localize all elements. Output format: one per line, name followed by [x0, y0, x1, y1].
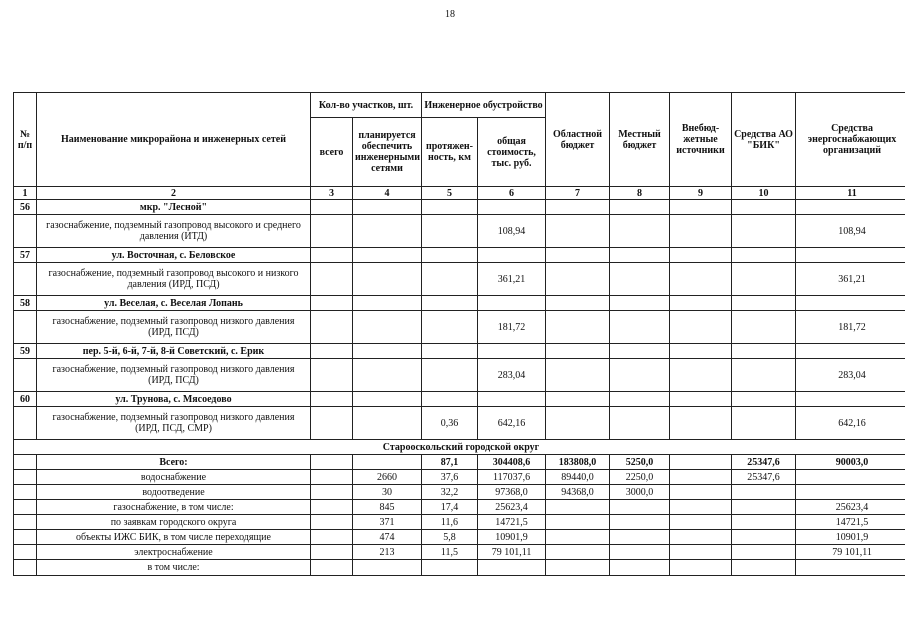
header-extrabudget: Внебюд-жетные источники: [670, 93, 732, 187]
section-title: пер. 5-й, 6-й, 7-й, 8-й Советский, с. Ерик: [37, 344, 311, 359]
energy-cell: [796, 470, 905, 485]
empty-cell: [311, 248, 353, 263]
extrabudget-cell: [670, 359, 732, 392]
extrabudget-cell: [670, 455, 732, 470]
energy-cell: 90003,0: [796, 455, 905, 470]
length-cell: [422, 215, 478, 248]
empty-cell: [311, 200, 353, 215]
header-plots-group: Кол-во участков, шт.: [311, 93, 422, 118]
empty-cell: [14, 455, 37, 470]
page-number: 18: [445, 9, 455, 20]
extrabudget-cell: [670, 500, 732, 515]
empty-cell: [353, 248, 422, 263]
local-cell: [610, 560, 670, 576]
empty-cell: [670, 200, 732, 215]
energy-cell: 79 101,11: [796, 545, 905, 560]
section-title: ул. Веселая, с. Веселая Лопань: [37, 296, 311, 311]
empty-cell: [353, 200, 422, 215]
length-cell: 11,5: [422, 545, 478, 560]
cost-cell: 25623,4: [478, 500, 546, 515]
section-detail-row: [14, 263, 905, 296]
local-cell: [610, 545, 670, 560]
district-title-row: [14, 440, 905, 455]
total-cell: [311, 470, 353, 485]
network-description: газоснабжение, подземный газопровод высокого и низкого давления (ИРД, ПСД): [37, 263, 311, 296]
cost-cell: 10901,9: [478, 530, 546, 545]
extrabudget-cell: [670, 545, 732, 560]
empty-cell: [796, 248, 905, 263]
section-detail-row: [14, 359, 905, 392]
energy-cell: 642,16: [796, 407, 905, 440]
header-planned: планируется обеспечить инженерными сетями: [353, 118, 422, 187]
section-title-row: [14, 248, 905, 263]
local-cell: [610, 359, 670, 392]
bik-cell: [732, 545, 796, 560]
summary-row: [14, 545, 905, 560]
empty-cell: [796, 296, 905, 311]
empty-cell: [546, 200, 610, 215]
planned-cell: [353, 359, 422, 392]
planned-cell: [353, 263, 422, 296]
summary-row: [14, 500, 905, 515]
energy-cell: 108,94: [796, 215, 905, 248]
cost-cell: 283,04: [478, 359, 546, 392]
header-total: всего: [311, 118, 353, 187]
header-row-1: [14, 93, 905, 118]
network-description: газоснабжение, подземный газопровод высокого и среднего давления (ИТД): [37, 215, 311, 248]
regional-cell: [546, 545, 610, 560]
length-cell: 32,2: [422, 485, 478, 500]
planned-cell: 2660: [353, 470, 422, 485]
empty-cell: [610, 248, 670, 263]
empty-cell: [610, 344, 670, 359]
extrabudget-cell: [670, 311, 732, 344]
cost-cell: [478, 560, 546, 576]
extrabudget-cell: [670, 530, 732, 545]
length-cell: 17,4: [422, 500, 478, 515]
section-detail-row: [14, 215, 905, 248]
regional-cell: 89440,0: [546, 470, 610, 485]
empty-cell: [311, 344, 353, 359]
header-local: Местный бюджет: [610, 93, 670, 187]
local-cell: [610, 407, 670, 440]
empty-cell: [732, 248, 796, 263]
total-cell: [311, 215, 353, 248]
empty-cell: [796, 392, 905, 407]
row-number: 60: [14, 392, 37, 407]
section-title-row: [14, 200, 905, 215]
local-cell: [610, 500, 670, 515]
summary-row: [14, 455, 905, 470]
column-number: 9: [670, 187, 732, 200]
empty-cell: [14, 359, 37, 392]
empty-cell: [353, 392, 422, 407]
planned-cell: 371: [353, 515, 422, 530]
empty-cell: [546, 392, 610, 407]
planned-cell: [353, 215, 422, 248]
extrabudget-cell: [670, 470, 732, 485]
bik-cell: [732, 263, 796, 296]
empty-cell: [14, 500, 37, 515]
summary-row: [14, 470, 905, 485]
energy-cell: 283,04: [796, 359, 905, 392]
local-cell: [610, 311, 670, 344]
empty-cell: [14, 407, 37, 440]
column-number-row: [14, 187, 905, 200]
empty-cell: [14, 530, 37, 545]
empty-cell: [422, 344, 478, 359]
empty-cell: [14, 470, 37, 485]
regional-cell: [546, 215, 610, 248]
summary-label: Всего:: [37, 455, 311, 470]
section-title: ул. Трунова, с. Мясоедово: [37, 392, 311, 407]
regional-cell: [546, 530, 610, 545]
extrabudget-cell: [670, 263, 732, 296]
column-number: 5: [422, 187, 478, 200]
header-cost: общая стоимость, тыс. руб.: [478, 118, 546, 187]
summary-row: [14, 515, 905, 530]
bik-cell: [732, 215, 796, 248]
energy-cell: 25623,4: [796, 500, 905, 515]
empty-cell: [546, 248, 610, 263]
empty-cell: [422, 296, 478, 311]
empty-cell: [14, 515, 37, 530]
empty-cell: [422, 392, 478, 407]
row-number: 58: [14, 296, 37, 311]
length-cell: 87,1: [422, 455, 478, 470]
cost-cell: 361,21: [478, 263, 546, 296]
row-number: 57: [14, 248, 37, 263]
empty-cell: [14, 215, 37, 248]
planned-cell: 474: [353, 530, 422, 545]
empty-cell: [546, 296, 610, 311]
summary-label: водоснабжение: [37, 470, 311, 485]
network-description: газоснабжение, подземный газопровод низкого давления (ИРД, ПСД, СМР): [37, 407, 311, 440]
summary-row: [14, 560, 905, 576]
bik-cell: [732, 359, 796, 392]
header-energy: Средства энергоснабжающих организаций: [796, 93, 905, 187]
regional-cell: [546, 359, 610, 392]
column-number: 8: [610, 187, 670, 200]
energy-cell: 14721,5: [796, 515, 905, 530]
length-cell: 37,6: [422, 470, 478, 485]
energy-cell: 361,21: [796, 263, 905, 296]
cost-cell: 181,72: [478, 311, 546, 344]
local-cell: 5250,0: [610, 455, 670, 470]
total-cell: [311, 500, 353, 515]
empty-cell: [796, 200, 905, 215]
length-cell: 5,8: [422, 530, 478, 545]
cost-cell: 79 101,11: [478, 545, 546, 560]
summary-row: [14, 485, 905, 500]
regional-cell: [546, 263, 610, 296]
total-cell: [311, 485, 353, 500]
extrabudget-cell: [670, 485, 732, 500]
row-number: 56: [14, 200, 37, 215]
empty-cell: [311, 296, 353, 311]
empty-cell: [732, 392, 796, 407]
column-number: 6: [478, 187, 546, 200]
column-number: 1: [14, 187, 37, 200]
local-cell: 3000,0: [610, 485, 670, 500]
empty-cell: [478, 296, 546, 311]
regional-cell: 183808,0: [546, 455, 610, 470]
empty-cell: [732, 296, 796, 311]
energy-cell: 10901,9: [796, 530, 905, 545]
summary-label: электроснабжение: [37, 545, 311, 560]
bik-cell: [732, 311, 796, 344]
section-detail-row: [14, 407, 905, 440]
local-cell: [610, 530, 670, 545]
empty-cell: [546, 344, 610, 359]
empty-cell: [14, 263, 37, 296]
column-number: 2: [37, 187, 311, 200]
extrabudget-cell: [670, 515, 732, 530]
empty-cell: [732, 344, 796, 359]
length-cell: [422, 560, 478, 576]
empty-cell: [610, 200, 670, 215]
cost-cell: 14721,5: [478, 515, 546, 530]
empty-cell: [670, 344, 732, 359]
summary-label: водоотведение: [37, 485, 311, 500]
total-cell: [311, 545, 353, 560]
total-cell: [311, 515, 353, 530]
network-description: газоснабжение, подземный газопровод низкого давления (ИРД, ПСД): [37, 359, 311, 392]
energy-cell: [796, 560, 905, 576]
regional-cell: [546, 311, 610, 344]
total-cell: [311, 407, 353, 440]
length-cell: [422, 263, 478, 296]
header-engineering-group: Инженерное обустройство: [422, 93, 546, 118]
planned-cell: 213: [353, 545, 422, 560]
empty-cell: [732, 200, 796, 215]
total-cell: [311, 311, 353, 344]
bik-cell: [732, 560, 796, 576]
header-num: № п/п: [14, 93, 37, 187]
section-title-row: [14, 392, 905, 407]
cost-cell: 97368,0: [478, 485, 546, 500]
section-title-row: [14, 296, 905, 311]
empty-cell: [478, 344, 546, 359]
empty-cell: [422, 200, 478, 215]
header-name: Наименование микрорайона и инженерных сетей: [37, 93, 311, 187]
extrabudget-cell: [670, 407, 732, 440]
total-cell: [311, 455, 353, 470]
section-title: ул. Восточная, с. Беловское: [37, 248, 311, 263]
regional-cell: 94368,0: [546, 485, 610, 500]
regional-cell: [546, 560, 610, 576]
empty-cell: [610, 296, 670, 311]
empty-cell: [14, 560, 37, 576]
bik-cell: [732, 530, 796, 545]
column-number: 4: [353, 187, 422, 200]
total-cell: [311, 359, 353, 392]
regional-cell: [546, 407, 610, 440]
column-number: 3: [311, 187, 353, 200]
summary-label: газоснабжение, в том числе:: [37, 500, 311, 515]
summary-label: в том числе:: [37, 560, 311, 576]
energy-cell: [796, 485, 905, 500]
length-cell: 11,6: [422, 515, 478, 530]
empty-cell: [14, 545, 37, 560]
length-cell: 0,36: [422, 407, 478, 440]
empty-cell: [670, 248, 732, 263]
bik-cell: [732, 407, 796, 440]
regional-cell: [546, 500, 610, 515]
empty-cell: [610, 392, 670, 407]
header-bik: Средства АО "БИК": [732, 93, 796, 187]
planned-cell: [353, 407, 422, 440]
column-number: 11: [796, 187, 905, 200]
district-title: Старооскольский городской округ: [14, 440, 905, 455]
section-title-row: [14, 344, 905, 359]
length-cell: [422, 359, 478, 392]
summary-label: объекты ИЖС БИК, в том числе переходящие: [37, 530, 311, 545]
planned-cell: [353, 560, 422, 576]
length-cell: [422, 311, 478, 344]
total-cell: [311, 530, 353, 545]
section-title: мкр. "Лесной": [37, 200, 311, 215]
bik-cell: [732, 515, 796, 530]
summary-row: [14, 530, 905, 545]
local-cell: [610, 515, 670, 530]
empty-cell: [670, 296, 732, 311]
empty-cell: [14, 485, 37, 500]
empty-cell: [670, 392, 732, 407]
column-number: 7: [546, 187, 610, 200]
empty-cell: [478, 248, 546, 263]
empty-cell: [353, 344, 422, 359]
cost-cell: 117037,6: [478, 470, 546, 485]
summary-label: по заявкам городского округа: [37, 515, 311, 530]
cost-cell: 642,16: [478, 407, 546, 440]
empty-cell: [14, 311, 37, 344]
section-detail-row: [14, 311, 905, 344]
bik-cell: 25347,6: [732, 470, 796, 485]
header-regional: Областной бюджет: [546, 93, 610, 187]
regional-cell: [546, 515, 610, 530]
energy-cell: 181,72: [796, 311, 905, 344]
empty-cell: [353, 296, 422, 311]
planned-cell: 30: [353, 485, 422, 500]
empty-cell: [422, 248, 478, 263]
header-length: протяжен-ность, км: [422, 118, 478, 187]
planned-cell: [353, 311, 422, 344]
total-cell: [311, 560, 353, 576]
empty-cell: [311, 392, 353, 407]
local-cell: [610, 215, 670, 248]
network-description: газоснабжение, подземный газопровод низкого давления (ИРД, ПСД): [37, 311, 311, 344]
total-cell: [311, 263, 353, 296]
empty-cell: [478, 200, 546, 215]
cost-cell: 304408,6: [478, 455, 546, 470]
empty-cell: [796, 344, 905, 359]
local-cell: 2250,0: [610, 470, 670, 485]
bik-cell: [732, 485, 796, 500]
extrabudget-cell: [670, 215, 732, 248]
planned-cell: [353, 455, 422, 470]
column-number: 10: [732, 187, 796, 200]
extrabudget-cell: [670, 560, 732, 576]
bik-cell: 25347,6: [732, 455, 796, 470]
investment-table: [13, 92, 905, 576]
cost-cell: 108,94: [478, 215, 546, 248]
bik-cell: [732, 500, 796, 515]
local-cell: [610, 263, 670, 296]
planned-cell: 845: [353, 500, 422, 515]
row-number: 59: [14, 344, 37, 359]
empty-cell: [478, 392, 546, 407]
